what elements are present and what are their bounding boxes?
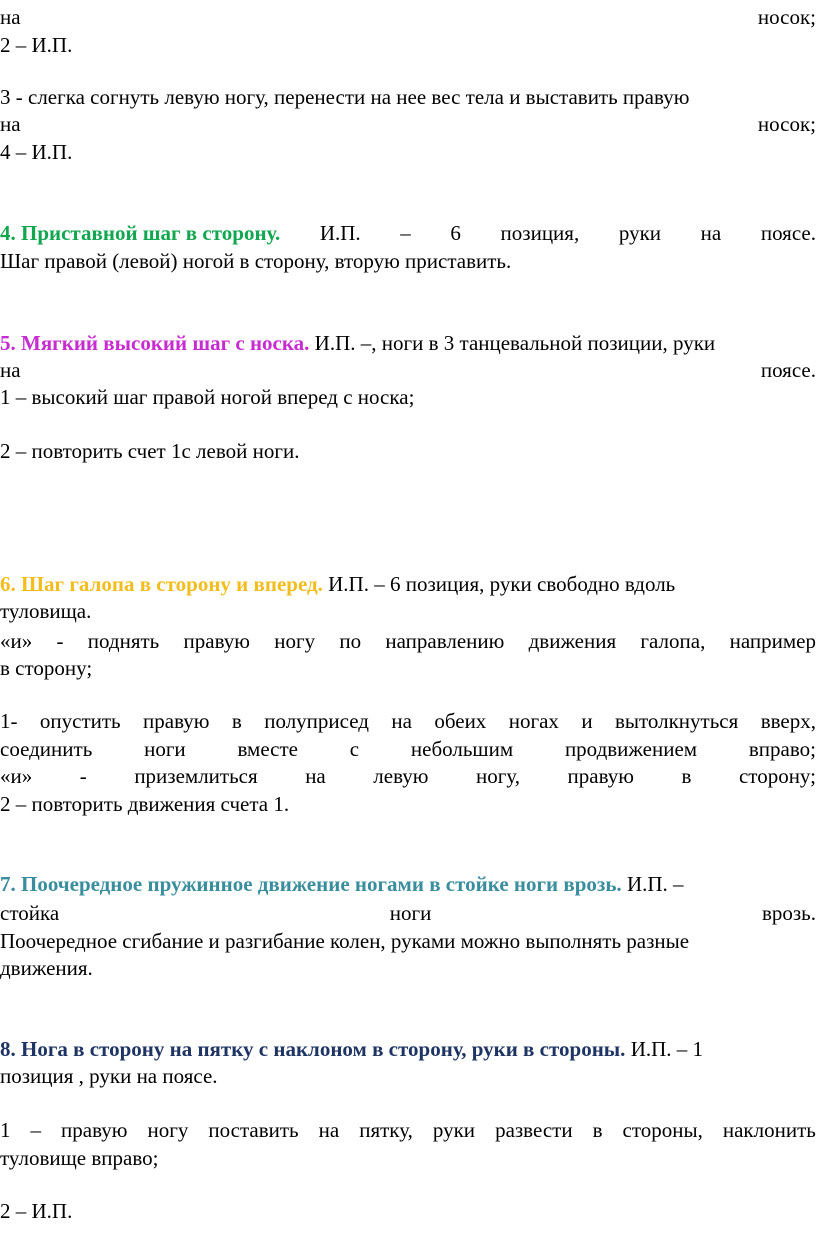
- s4-w2: 6: [450, 221, 461, 245]
- s8-l3-w5: на: [318, 1118, 340, 1142]
- s8-line1: И.П. – 1: [630, 1037, 704, 1061]
- s6-l5-w1: опустить: [39, 709, 121, 733]
- s6-l3-w5: по: [339, 629, 362, 653]
- s5-line3: 1 – высокий шаг правой ногой вперед с носка;: [0, 385, 415, 409]
- s4-w4: руки: [618, 221, 662, 245]
- s6-line5: [0, 708, 816, 734]
- s8-l3-w7: руки: [432, 1118, 476, 1142]
- s4-heading-line: [0, 220, 816, 246]
- s4-w6: поясе.: [760, 221, 816, 245]
- s6-line3: [0, 628, 816, 654]
- s7-line3: Поочередное сгибание и разгибание колен, руками можно выполнять разные: [0, 929, 690, 953]
- s3-line1: [0, 4, 816, 30]
- s5-line4: 2 – повторить счет 1с левой ноги.: [0, 439, 300, 463]
- s8-l3-w4: поставить: [208, 1118, 299, 1142]
- s7-l2-w0: стойка: [0, 901, 60, 925]
- s6-l5-w7: ногах: [508, 709, 559, 733]
- s6-line2: туловища.: [0, 599, 92, 623]
- s6-l7-w7: в: [681, 764, 692, 788]
- s6-l5-w10: вверх,: [760, 709, 816, 733]
- s6-l7-w8: сторону;: [738, 764, 816, 788]
- s6-title: 6. Шаг галопа в сторону и вперед.: [0, 572, 323, 596]
- s6-l7-w6: правую: [567, 764, 634, 788]
- s4-w5: на: [700, 221, 722, 245]
- s6-line4: в сторону;: [0, 656, 93, 680]
- s6-heading-line: [0, 571, 816, 597]
- s8-heading-line: [0, 1036, 816, 1062]
- s7-title: 7. Поочередное пружинное движение ногами в стойке ноги врозь.: [0, 872, 622, 896]
- s3-line4-end: носок;: [757, 112, 816, 136]
- s6-l5-w3: в: [231, 709, 242, 733]
- s5-title: 5. Мягкий высокий шаг с носка.: [0, 331, 310, 355]
- s6-l7-w0: «и»: [0, 764, 33, 788]
- s4-line2: Шаг правой (левой) ногой в сторону, вторую приставить.: [0, 249, 512, 273]
- s7-line2: [0, 900, 816, 926]
- s8-line4: туловище вправо;: [0, 1146, 159, 1170]
- s6-line7: [0, 763, 816, 789]
- s7-l2-w2: врозь.: [761, 901, 816, 925]
- s3-line4-start: на: [0, 112, 21, 136]
- s5-line2-start: на: [0, 358, 21, 382]
- s6-l3-w4: ногу: [274, 629, 316, 653]
- s6-l3-w2: поднять: [87, 629, 160, 653]
- s6-line6: [0, 736, 816, 762]
- s6-l5-w4: полуприсед: [264, 709, 369, 733]
- s6-l5-w2: правую: [143, 709, 210, 733]
- s8-line5: 2 – И.П.: [0, 1199, 73, 1223]
- s6-l5-w0: 1-: [0, 709, 18, 733]
- s6-l7-w5: ногу,: [476, 764, 520, 788]
- s6-l3-w8: галопа,: [640, 629, 706, 653]
- s8-l3-w0: 1: [0, 1118, 11, 1142]
- s6-l3-w0: «и»: [0, 629, 33, 653]
- s4-w3: позиция,: [500, 221, 580, 245]
- s6-l7-w3: на: [305, 764, 326, 788]
- s8-l3-w3: ногу: [147, 1118, 189, 1142]
- s8-l3-w10: стороны,: [622, 1118, 703, 1142]
- s6-l6-w5: продвижением: [564, 737, 698, 761]
- s6-l5-w9: вытолкнуться: [614, 709, 739, 733]
- s6-l5-w5: на: [391, 709, 412, 733]
- s7-heading-line: [0, 871, 816, 897]
- s5-line2-end: поясе.: [760, 358, 816, 382]
- s3-line5: 4 – И.П.: [0, 140, 73, 164]
- s6-line8: 2 – повторить движения счета 1.: [0, 792, 290, 816]
- s6-l6-w3: с: [349, 737, 360, 761]
- s8-l3-w8: развести: [495, 1118, 573, 1142]
- s6-l5-w6: обеих: [434, 709, 487, 733]
- s3-line1-start: на: [0, 5, 21, 29]
- s6-l6-w0: соединить: [0, 737, 93, 761]
- s3-line2: 2 – И.П.: [0, 33, 73, 57]
- s8-l3-w6: пятку,: [359, 1118, 413, 1142]
- s8-line2: позиция , руки на поясе.: [0, 1064, 218, 1088]
- s4-title: 4. Приставной шаг в сторону.: [0, 221, 281, 245]
- s6-l7-w4: левую: [373, 764, 429, 788]
- s6-l6-w4: небольшим: [410, 737, 514, 761]
- s7-l2-w1: ноги: [389, 901, 432, 925]
- s6-l7-w2: приземлиться: [134, 764, 258, 788]
- s6-l3-w3: правую: [183, 629, 250, 653]
- s3-line4: [0, 111, 816, 137]
- s8-l3-w9: в: [592, 1118, 603, 1142]
- s4-w0: И.П.: [319, 221, 361, 245]
- s5-line1: И.П. –, ноги в 3 танцевальной позиции, руки: [314, 331, 716, 355]
- s8-l3-w2: правую: [61, 1118, 128, 1142]
- s6-l3-w1: -: [56, 629, 64, 653]
- s8-l3-w1: –: [30, 1118, 42, 1142]
- s6-l5-w8: и: [581, 709, 593, 733]
- s8-l3-w11: наклонить: [722, 1118, 816, 1142]
- s8-title: 8. Нога в сторону на пятку с наклоном в сторону, руки в стороны.: [0, 1037, 626, 1061]
- s5-heading-line: [0, 330, 816, 356]
- s7-line1: И.П. –: [626, 872, 684, 896]
- s6-l3-w7: движения: [528, 629, 617, 653]
- s6-l6-w2: вместе: [237, 737, 298, 761]
- s6-l6-w6: вправо;: [748, 737, 816, 761]
- s4-w1: –: [400, 221, 411, 245]
- s6-l3-w6: направлению: [385, 629, 505, 653]
- s6-l6-w1: ноги: [144, 737, 186, 761]
- s3-line1-end: носок;: [757, 5, 816, 29]
- s5-line2: [0, 357, 816, 383]
- s8-line3: [0, 1117, 816, 1143]
- s6-l3-w9: например: [729, 629, 816, 653]
- s6-line1: И.П. – 6 позиция, руки свободно вдоль: [328, 572, 676, 596]
- s7-line4: движения.: [0, 956, 93, 980]
- s3-line3: 3 - слегка согнуть левую ногу, перенести на нее вес тела и выставить правую: [0, 85, 690, 109]
- s6-l7-w1: -: [79, 764, 87, 788]
